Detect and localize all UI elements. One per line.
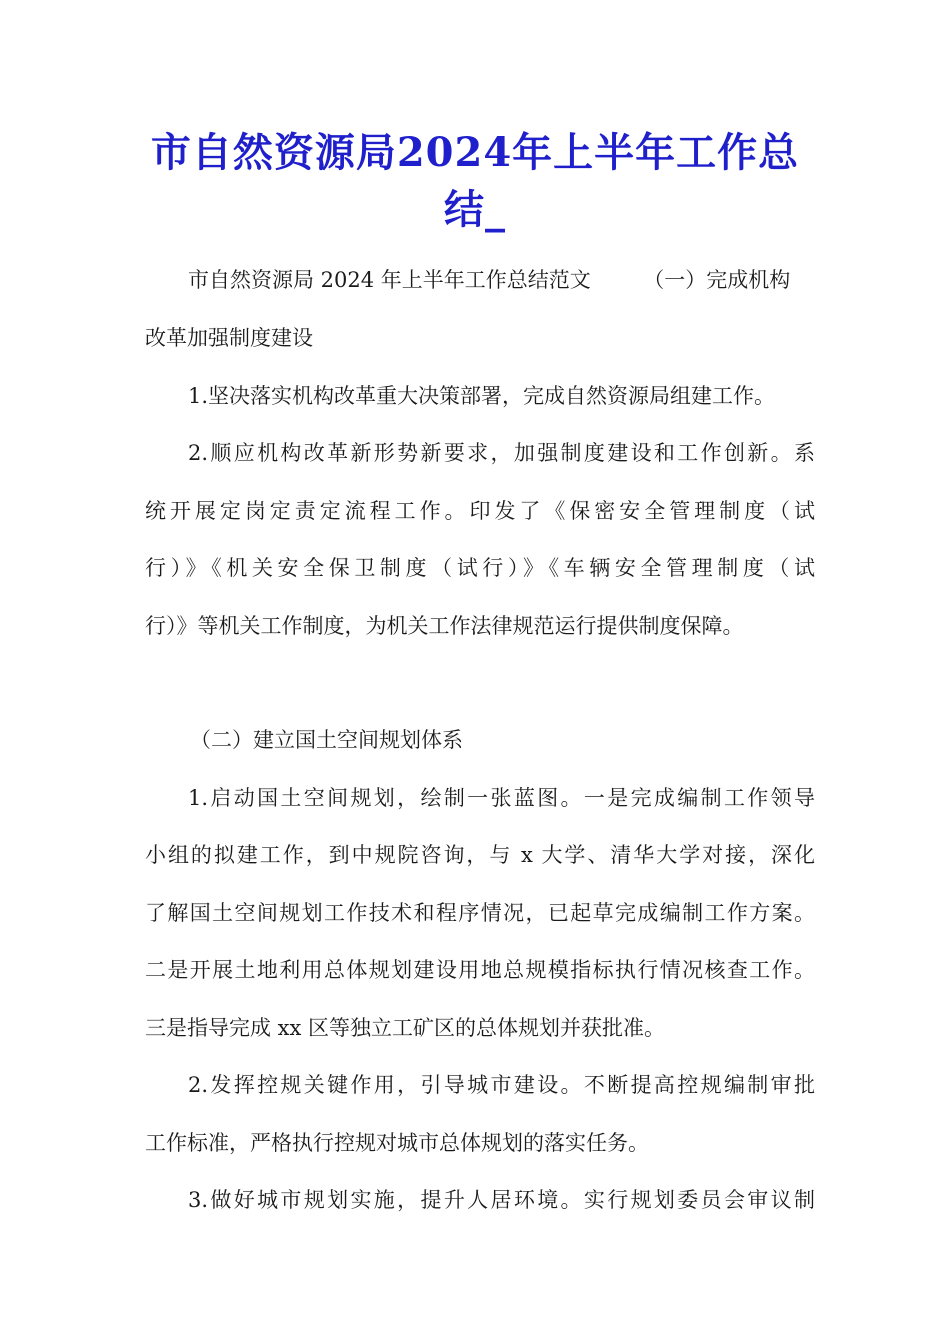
paragraph-item-1-2-line-3: 行）》《机关安全保卫制度（试行）》《车辆安全管理制度（试	[145, 556, 815, 580]
paragraph-item-2-1-line-3: 了解国土空间规划工作技术和程序情况，已起草完成编制工作方案。	[145, 901, 815, 925]
paragraph-item-2-1-line-5: 三是指导完成 xx 区等独立工矿区的总体规划并获批准。	[145, 1016, 666, 1040]
paragraph-item-2-2-line-1: 2.发挥控规关键作用，引导城市建设。不断提高控规编制审批	[188, 1073, 815, 1097]
paragraph-item-1-2-line-2: 统开展定岗定责定流程工作。印发了《保密安全管理制度（试	[145, 499, 815, 523]
paragraph-item-1-1: 1.坚决落实机构改革重大决策部署，完成自然资源局组建工作。	[188, 384, 776, 408]
paragraph-item-2-2-line-2: 工作标准，严格执行控规对城市总体规划的落实任务。	[145, 1131, 649, 1155]
paragraph-item-2-1-line-1: 1.启动国土空间规划，绘制一张蓝图。一是完成编制工作领导	[188, 786, 815, 810]
paragraph-item-2-3-line-1: 3.做好城市规划实施，提升人居环境。实行规划委员会审议制	[188, 1188, 815, 1212]
paragraph-intro-line-2: 改革加强制度建设	[145, 326, 313, 350]
paragraph-item-1-2-line-1: 2.顺应机构改革新形势新要求，加强制度建设和工作创新。系	[188, 441, 815, 465]
paragraph-intro-line-1: 市自然资源局 2024 年上半年工作总结范文 （一）完成机构	[188, 268, 791, 292]
section-heading-2: （二）建立国土空间规划体系	[190, 728, 463, 752]
paragraph-item-2-1-line-2: 小组的拟建工作，到中规院咨询，与 x 大学、清华大学对接，深化	[145, 843, 815, 867]
document-title-line-1: 市自然资源局2024年上半年工作总	[150, 129, 800, 176]
document-title-line-2: 结_	[444, 186, 506, 233]
paragraph-item-2-1-line-4: 二是开展土地利用总体规划建设用地总规模指标执行情况核查工作。	[145, 958, 815, 982]
paragraph-item-1-2-line-4: 行）》等机关工作制度，为机关工作法律规范运行提供制度保障。	[145, 614, 744, 638]
